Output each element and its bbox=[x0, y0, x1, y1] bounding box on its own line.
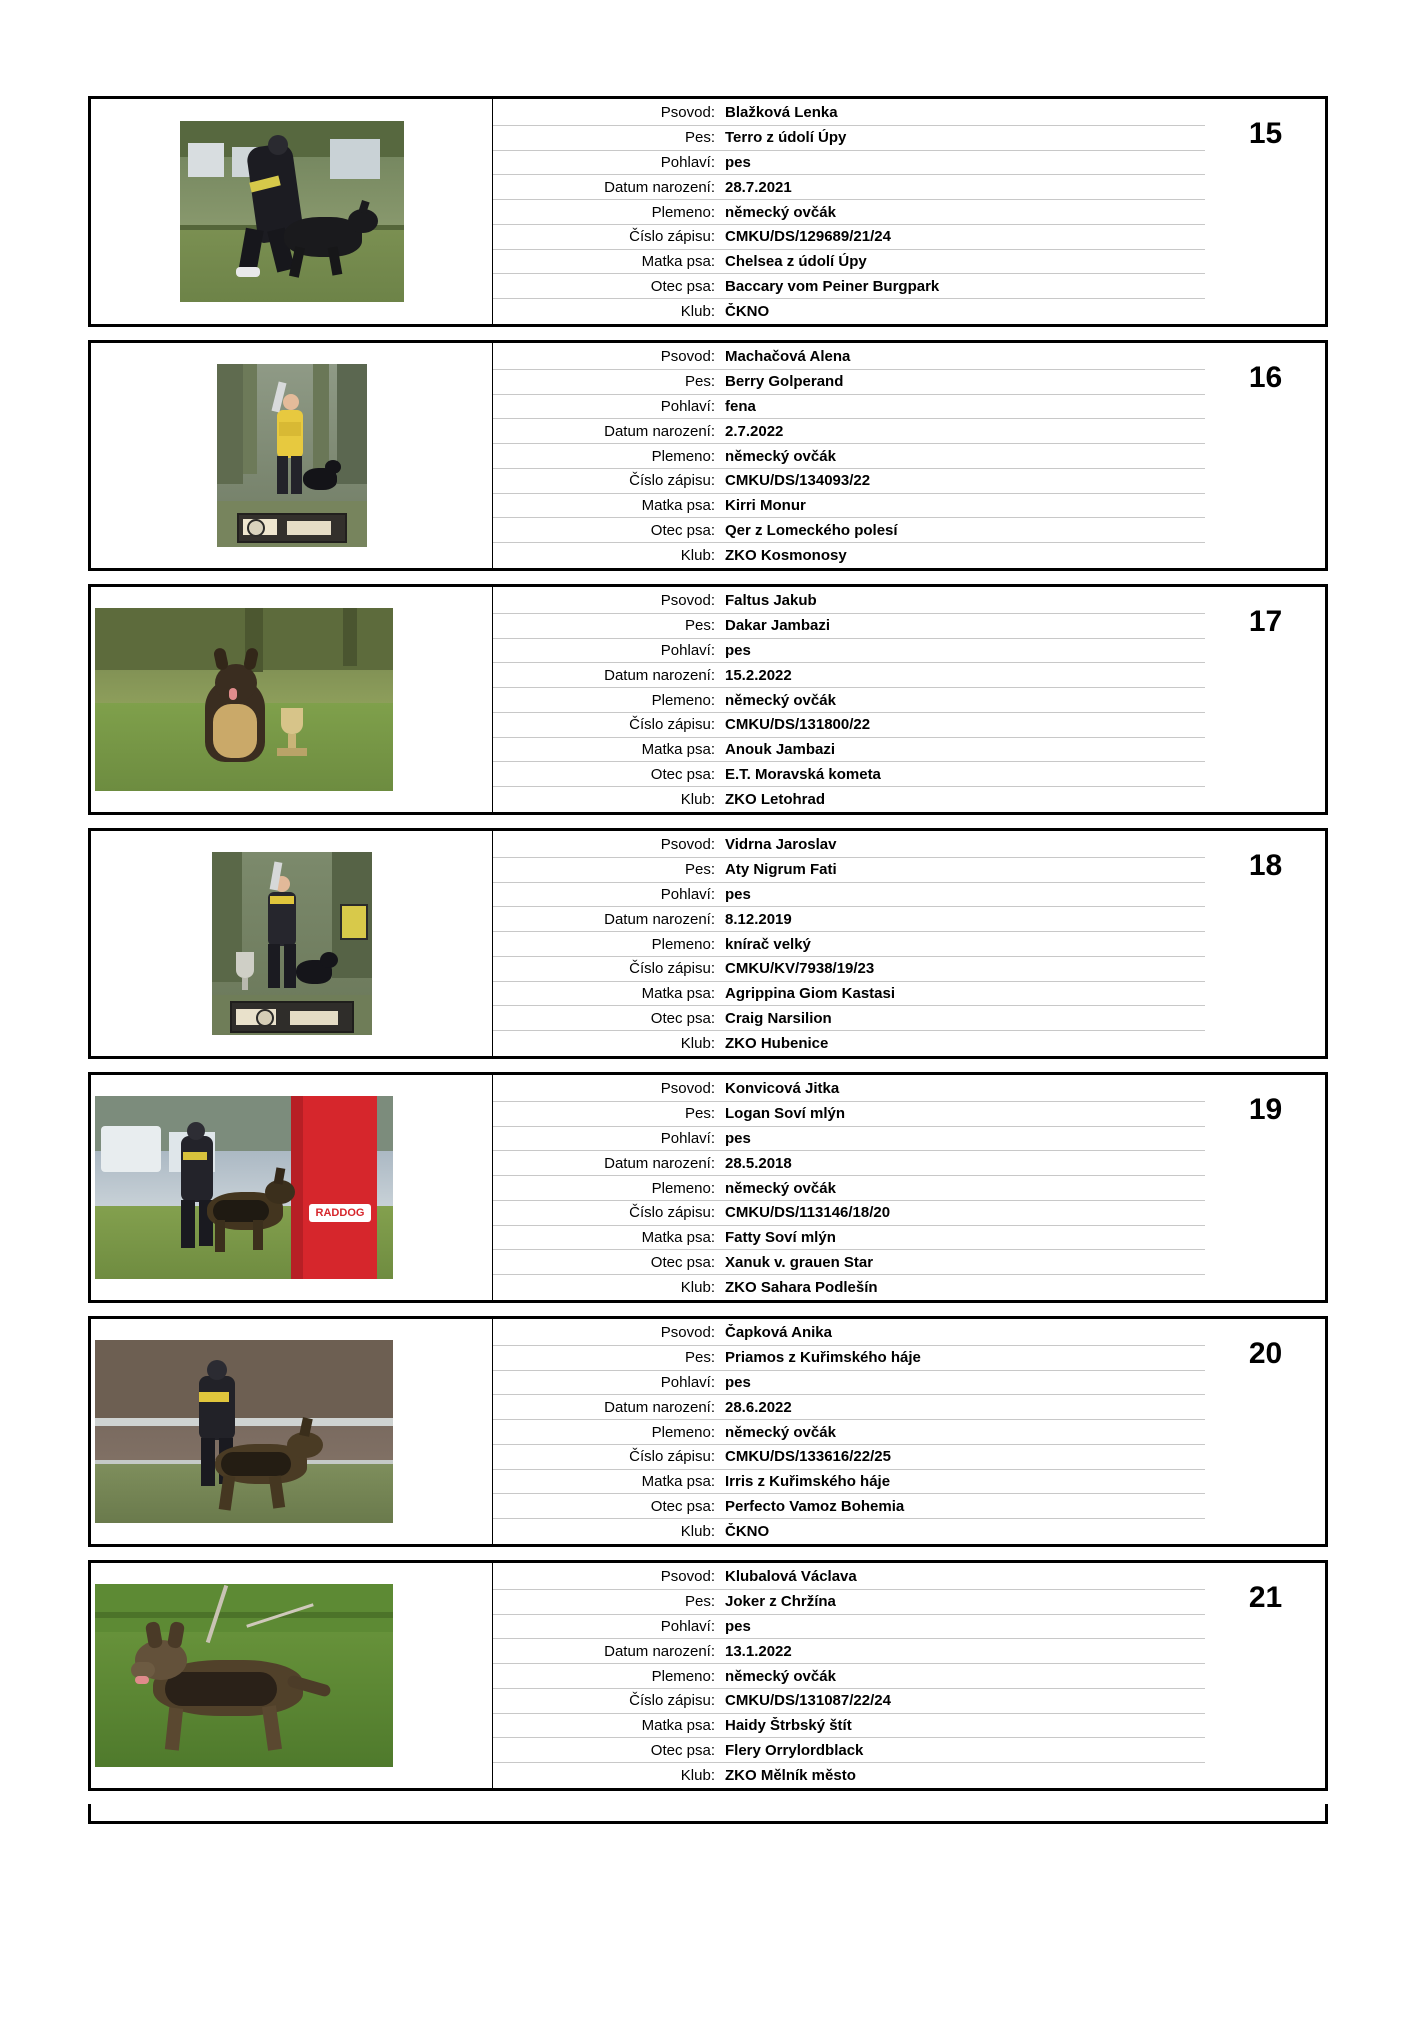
entry-photo-cell bbox=[91, 1563, 493, 1788]
field-label: Matka psa: bbox=[641, 1717, 715, 1735]
field-dam bbox=[493, 250, 1205, 275]
field-value: německý ovčák bbox=[725, 1179, 836, 1197]
entry-photo-cell bbox=[91, 1075, 493, 1300]
entry-photo-cell bbox=[91, 587, 493, 812]
field-breed bbox=[493, 1176, 1205, 1201]
field-dam bbox=[493, 1470, 1205, 1495]
field-owner bbox=[493, 833, 1205, 858]
field-label: Otec psa: bbox=[650, 277, 715, 295]
field-label: Číslo zápisu: bbox=[629, 960, 715, 978]
field-dam bbox=[493, 1226, 1205, 1251]
field-club bbox=[493, 1275, 1205, 1300]
field-value: Agrippina Giom Kastasi bbox=[725, 985, 896, 1003]
field-label: Pes: bbox=[684, 373, 715, 391]
field-label: Pohlaví: bbox=[660, 641, 715, 659]
field-label: Psovod: bbox=[660, 592, 715, 610]
entry-photo-cell bbox=[91, 99, 493, 324]
entry-number: 16 bbox=[1248, 361, 1283, 394]
field-sire bbox=[493, 1738, 1205, 1763]
entry-row bbox=[88, 1072, 1328, 1303]
field-label: Pohlaví: bbox=[660, 1129, 715, 1147]
field-label: Otec psa: bbox=[650, 1253, 715, 1271]
entry-number: 18 bbox=[1248, 849, 1283, 882]
field-birth bbox=[493, 663, 1205, 688]
field-label: Matka psa: bbox=[641, 253, 715, 271]
field-sire bbox=[493, 1250, 1205, 1275]
field-breed bbox=[493, 1420, 1205, 1445]
field-label: Psovod: bbox=[660, 1568, 715, 1586]
field-value: Blažková Lenka bbox=[725, 104, 838, 122]
field-birth bbox=[493, 1395, 1205, 1420]
field-birth bbox=[493, 419, 1205, 444]
field-dog bbox=[493, 858, 1205, 883]
field-value: 15.2.2022 bbox=[725, 666, 792, 684]
field-value: Vidrna Jaroslav bbox=[725, 836, 837, 854]
field-sire bbox=[493, 518, 1205, 543]
entry-row bbox=[88, 340, 1328, 571]
field-value: 2.7.2022 bbox=[725, 422, 784, 440]
field-value: pes bbox=[725, 153, 751, 171]
entry-fields bbox=[493, 831, 1205, 1056]
field-value: Logan Soví mlýn bbox=[725, 1105, 846, 1123]
entry-fields bbox=[493, 343, 1205, 568]
field-label: Datum narození: bbox=[604, 910, 715, 928]
field-value: Priamos z Kuřimského háje bbox=[725, 1349, 921, 1367]
field-label: Plemeno: bbox=[651, 691, 715, 709]
entry-number-cell bbox=[1205, 1075, 1325, 1300]
field-label: Matka psa: bbox=[641, 497, 715, 515]
field-value: Čapková Anika bbox=[725, 1324, 832, 1342]
field-label: Číslo zápisu: bbox=[629, 1204, 715, 1222]
field-value: ZKO Hubenice bbox=[725, 1035, 829, 1053]
field-dog bbox=[493, 1590, 1205, 1615]
field-club bbox=[493, 1519, 1205, 1544]
entry-row bbox=[88, 828, 1328, 1059]
field-value: CMKU/DS/131087/22/24 bbox=[725, 1692, 891, 1710]
field-sire bbox=[493, 762, 1205, 787]
field-label: Klub: bbox=[680, 547, 715, 565]
field-dog bbox=[493, 614, 1205, 639]
field-birth bbox=[493, 907, 1205, 932]
entry-fields bbox=[493, 1075, 1205, 1300]
field-value: E.T. Moravská kometa bbox=[725, 765, 881, 783]
field-label: Číslo zápisu: bbox=[629, 228, 715, 246]
field-sex bbox=[493, 151, 1205, 176]
field-sex bbox=[493, 1615, 1205, 1640]
field-value: německý ovčák bbox=[725, 691, 836, 709]
field-label: Pes: bbox=[684, 1349, 715, 1367]
field-dog bbox=[493, 1346, 1205, 1371]
field-value: Konvicová Jitka bbox=[725, 1080, 840, 1098]
field-label: Číslo zápisu: bbox=[629, 472, 715, 490]
field-dam bbox=[493, 1714, 1205, 1739]
field-sex bbox=[493, 883, 1205, 908]
field-sire bbox=[493, 1494, 1205, 1519]
field-value: ČKNO bbox=[725, 1523, 770, 1541]
field-club bbox=[493, 1763, 1205, 1788]
field-value: Flery Orrylordblack bbox=[725, 1741, 864, 1759]
field-label: Otec psa: bbox=[650, 1009, 715, 1027]
entry-number-cell bbox=[1205, 343, 1325, 568]
field-label: Otec psa: bbox=[650, 1497, 715, 1515]
banner-logo-text: RADDOG bbox=[309, 1204, 371, 1222]
field-label: Pohlaví: bbox=[660, 153, 715, 171]
field-value: pes bbox=[725, 1617, 751, 1635]
field-value: ZKO Sahara Podlešín bbox=[725, 1279, 878, 1297]
entry-number-cell bbox=[1205, 1563, 1325, 1788]
field-value: ZKO Kosmonosy bbox=[725, 547, 847, 565]
field-reg bbox=[493, 225, 1205, 250]
entry-fields bbox=[493, 1319, 1205, 1544]
field-label: Datum narození: bbox=[604, 1398, 715, 1416]
field-dog bbox=[493, 370, 1205, 395]
handler-with-dog-in-bitework-on-grass bbox=[180, 121, 404, 302]
field-value: Perfecto Vamoz Bohemia bbox=[725, 1497, 905, 1515]
field-reg bbox=[493, 469, 1205, 494]
field-label: Datum narození: bbox=[604, 422, 715, 440]
field-sex bbox=[493, 395, 1205, 420]
entry-row bbox=[88, 584, 1328, 815]
field-value: pes bbox=[725, 641, 751, 659]
field-value: Kirri Monur bbox=[725, 497, 806, 515]
field-label: Datum narození: bbox=[604, 1154, 715, 1172]
field-value: knírač velký bbox=[725, 935, 811, 953]
field-value: ZKO Letohrad bbox=[725, 791, 825, 809]
field-label: Plemeno: bbox=[651, 203, 715, 221]
field-label: Matka psa: bbox=[641, 1229, 715, 1247]
field-value: CMKU/DS/133616/22/25 bbox=[725, 1448, 891, 1466]
field-value: ČKNO bbox=[725, 303, 770, 321]
field-label: Psovod: bbox=[660, 1324, 715, 1342]
field-label: Datum narození: bbox=[604, 178, 715, 196]
entry-number-cell bbox=[1205, 1319, 1325, 1544]
entry-photo-cell bbox=[91, 343, 493, 568]
field-value: Irris z Kuřimského háje bbox=[725, 1473, 891, 1491]
field-value: CMKU/DS/134093/22 bbox=[725, 472, 871, 490]
page-footer-bar bbox=[88, 1804, 1328, 1824]
entry-photo-cell bbox=[91, 1319, 493, 1544]
field-label: Psovod: bbox=[660, 348, 715, 366]
entry-number: 20 bbox=[1248, 1337, 1283, 1370]
entry-row bbox=[88, 1316, 1328, 1547]
field-breed bbox=[493, 1664, 1205, 1689]
handler-on-podium-with-black-dog bbox=[217, 364, 367, 547]
field-label: Otec psa: bbox=[650, 765, 715, 783]
entry-number: 19 bbox=[1248, 1093, 1283, 1126]
entry-number: 15 bbox=[1248, 117, 1283, 150]
field-value: 28.7.2021 bbox=[725, 178, 792, 196]
field-owner bbox=[493, 589, 1205, 614]
field-breed bbox=[493, 444, 1205, 469]
field-value: Berry Golperand bbox=[725, 373, 844, 391]
field-label: Plemeno: bbox=[651, 447, 715, 465]
field-value: Aty Nigrum Fati bbox=[725, 861, 837, 879]
field-label: Datum narození: bbox=[604, 1642, 715, 1660]
field-label: Pes: bbox=[684, 129, 715, 147]
field-value: Fatty Soví mlýn bbox=[725, 1229, 836, 1247]
entry-number-cell bbox=[1205, 587, 1325, 812]
field-value: německý ovčák bbox=[725, 203, 836, 221]
field-label: Plemeno: bbox=[651, 1179, 715, 1197]
field-birth bbox=[493, 1151, 1205, 1176]
field-owner bbox=[493, 1565, 1205, 1590]
field-label: Pes: bbox=[684, 1105, 715, 1123]
field-value: Joker z Chržína bbox=[725, 1593, 836, 1611]
field-owner bbox=[493, 345, 1205, 370]
field-label: Klub: bbox=[680, 1035, 715, 1053]
field-value: Chelsea z údolí Úpy bbox=[725, 253, 867, 271]
field-breed bbox=[493, 688, 1205, 713]
field-label: Klub: bbox=[680, 303, 715, 321]
field-value: 28.5.2018 bbox=[725, 1154, 792, 1172]
field-value: Faltus Jakub bbox=[725, 592, 817, 610]
field-label: Číslo zápisu: bbox=[629, 1448, 715, 1466]
field-value: německý ovčák bbox=[725, 1667, 836, 1685]
field-dam bbox=[493, 494, 1205, 519]
entry-photo-cell bbox=[91, 831, 493, 1056]
field-value: Klubalová Václava bbox=[725, 1568, 857, 1586]
field-label: Psovod: bbox=[660, 1080, 715, 1098]
entry-number: 17 bbox=[1248, 605, 1283, 638]
field-sire bbox=[493, 1006, 1205, 1031]
field-label: Otec psa: bbox=[650, 521, 715, 539]
field-breed bbox=[493, 932, 1205, 957]
field-label: Pohlaví: bbox=[660, 1617, 715, 1635]
field-label: Klub: bbox=[680, 1279, 715, 1297]
entry-row bbox=[88, 96, 1328, 327]
field-sex bbox=[493, 1127, 1205, 1152]
field-value: 8.12.2019 bbox=[725, 910, 792, 928]
field-label: Matka psa: bbox=[641, 741, 715, 759]
field-value: pes bbox=[725, 885, 751, 903]
field-birth bbox=[493, 1639, 1205, 1664]
handler-and-dog-heeling-past-red-banner bbox=[95, 1096, 393, 1279]
field-value: Xanuk v. grauen Star bbox=[725, 1253, 874, 1271]
entry-fields bbox=[493, 99, 1205, 324]
field-label: Pes: bbox=[684, 1593, 715, 1611]
field-label: Pes: bbox=[684, 617, 715, 635]
field-club bbox=[493, 543, 1205, 568]
field-value: Anouk Jambazi bbox=[725, 741, 836, 759]
field-reg bbox=[493, 1445, 1205, 1470]
german-shepherd-standing-on-green-lawn bbox=[95, 1584, 393, 1767]
field-value: německý ovčák bbox=[725, 1423, 836, 1441]
handler-walking-with-shepherd-dog bbox=[95, 1340, 393, 1523]
field-label: Pohlaví: bbox=[660, 885, 715, 903]
field-label: Otec psa: bbox=[650, 1741, 715, 1759]
field-label: Matka psa: bbox=[641, 1473, 715, 1491]
field-owner bbox=[493, 1077, 1205, 1102]
field-value: 28.6.2022 bbox=[725, 1398, 792, 1416]
field-reg bbox=[493, 713, 1205, 738]
field-reg bbox=[493, 957, 1205, 982]
field-sex bbox=[493, 639, 1205, 664]
field-label: Plemeno: bbox=[651, 1667, 715, 1685]
field-label: Matka psa: bbox=[641, 985, 715, 1003]
field-value: fena bbox=[725, 397, 756, 415]
entry-number: 21 bbox=[1248, 1581, 1283, 1614]
field-label: Klub: bbox=[680, 1767, 715, 1785]
field-value: CMKU/DS/113146/18/20 bbox=[725, 1204, 891, 1222]
field-sex bbox=[493, 1371, 1205, 1396]
field-value: CMKU/DS/129689/21/24 bbox=[725, 228, 891, 246]
field-label: Číslo zápisu: bbox=[629, 1692, 715, 1710]
field-value: Qer z Lomeckého polesí bbox=[725, 521, 898, 539]
field-reg bbox=[493, 1201, 1205, 1226]
field-value: ZKO Mělník město bbox=[725, 1767, 856, 1785]
field-club bbox=[493, 787, 1205, 812]
field-value: CMKU/KV/7938/19/23 bbox=[725, 960, 875, 978]
field-breed bbox=[493, 200, 1205, 225]
entry-number-cell bbox=[1205, 99, 1325, 324]
entry-number-cell bbox=[1205, 831, 1325, 1056]
field-label: Pohlaví: bbox=[660, 397, 715, 415]
field-value: Craig Narsilion bbox=[725, 1009, 832, 1027]
field-value: německý ovčák bbox=[725, 447, 836, 465]
field-sire bbox=[493, 274, 1205, 299]
field-birth bbox=[493, 175, 1205, 200]
entry-fields bbox=[493, 1563, 1205, 1788]
field-label: Pohlaví: bbox=[660, 1373, 715, 1391]
field-value: Machačová Alena bbox=[725, 348, 851, 366]
german-shepherd-sitting-with-trophy bbox=[95, 608, 393, 791]
handler-on-podium-with-giant-schnauzer bbox=[212, 852, 372, 1035]
entry-row bbox=[88, 1560, 1328, 1791]
field-value: 13.1.2022 bbox=[725, 1642, 792, 1660]
field-dog bbox=[493, 126, 1205, 151]
field-value: Dakar Jambazi bbox=[725, 617, 831, 635]
field-value: pes bbox=[725, 1373, 751, 1391]
field-label: Psovod: bbox=[660, 104, 715, 122]
field-value: Haidy Štrbský štít bbox=[725, 1717, 852, 1735]
field-label: Psovod: bbox=[660, 836, 715, 854]
field-owner bbox=[493, 101, 1205, 126]
field-owner bbox=[493, 1321, 1205, 1346]
field-dam bbox=[493, 738, 1205, 763]
field-label: Datum narození: bbox=[604, 666, 715, 684]
field-label: Klub: bbox=[680, 791, 715, 809]
field-value: Terro z údolí Úpy bbox=[725, 129, 847, 147]
field-dam bbox=[493, 982, 1205, 1007]
field-club bbox=[493, 1031, 1205, 1056]
field-label: Číslo zápisu: bbox=[629, 716, 715, 734]
field-reg bbox=[493, 1689, 1205, 1714]
entry-fields bbox=[493, 587, 1205, 812]
field-value: pes bbox=[725, 1129, 751, 1147]
field-value: Baccary vom Peiner Burgpark bbox=[725, 277, 940, 295]
field-label: Plemeno: bbox=[651, 1423, 715, 1441]
field-label: Pes: bbox=[684, 861, 715, 879]
field-dog bbox=[493, 1102, 1205, 1127]
field-label: Plemeno: bbox=[651, 935, 715, 953]
field-value: CMKU/DS/131800/22 bbox=[725, 716, 871, 734]
field-club bbox=[493, 299, 1205, 324]
field-label: Klub: bbox=[680, 1523, 715, 1541]
